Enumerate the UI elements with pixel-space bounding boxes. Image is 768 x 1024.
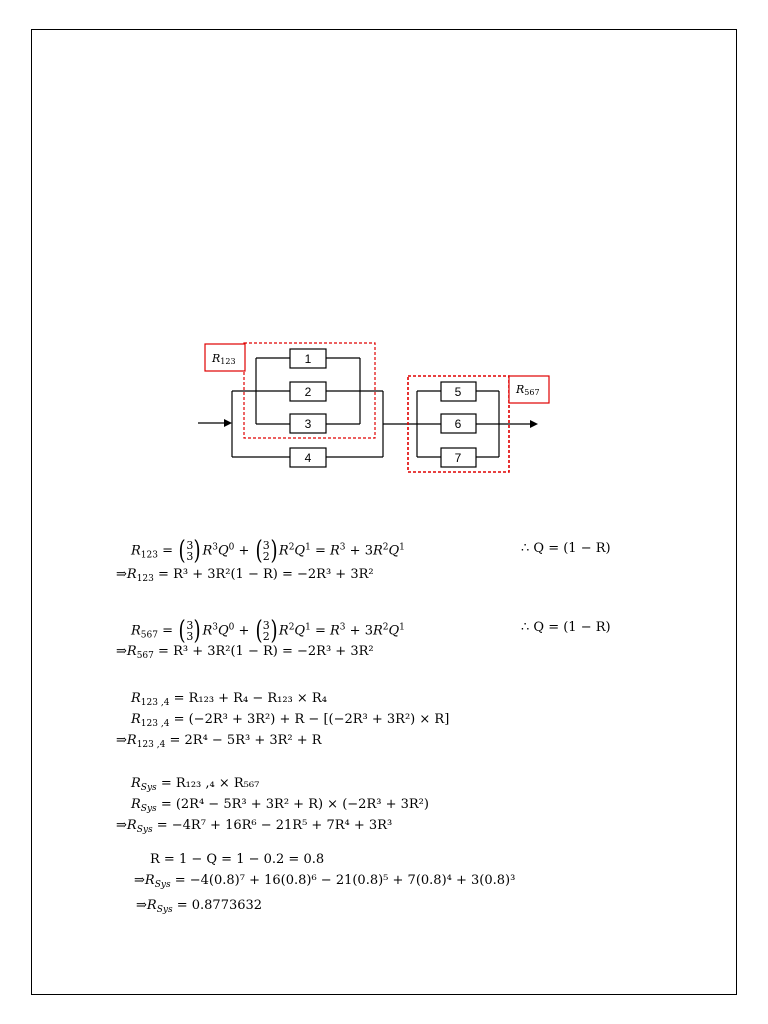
block-5-label: 5: [454, 385, 462, 399]
eq-r567-result: $\Rightarrow R_{567} = R^3 + 3R^2(1 - R) = -2R^3 + 3R^2$: [116, 644, 374, 661]
binom-3-2-b: ( 3 2 ): [255, 616, 278, 646]
block-3-label: 3: [304, 417, 312, 431]
eq-r-value: R = 1 − Q = 1 − 0.2 = 0.8: [150, 852, 325, 867]
eq-rsys-def: $R_{Sys} = R_{123}$ ,₄ × R₅₆₇: [131, 776, 260, 793]
eq-r1234-result: $\Rightarrow R_{123 ,4} = 2R^4 - 5R^3 + 3R^2 + R$: [116, 733, 322, 750]
binom-3-3-b: ( 3 3 ): [178, 616, 201, 646]
eq-r123-binomial: $R_{123}$ = ( 3 3 ) $R^3Q^0$ + ( 3 2 ) $R^2Q^1 = R^3 + 3R^2Q^1$: [131, 536, 405, 566]
eq-rsys-polynomial: $\Rightarrow R_{Sys} = -4R^7 + 16R^6 - 21R^5 + 7R^4 + 3R^3$: [116, 818, 393, 835]
block-1-label: 1: [304, 352, 312, 366]
eq-q-definition-1: ∴ Q = (1 − R): [521, 541, 611, 556]
block-7-label: 7: [454, 451, 462, 465]
tag-r567: R567: [516, 383, 540, 397]
block-2-label: 2: [304, 385, 312, 399]
binom-3-3: ( 3 3 ): [178, 536, 201, 566]
tag-r123: R123: [212, 352, 236, 366]
eq-rsys-final: $\Rightarrow R_{Sys} = 0.8773632$: [136, 898, 263, 915]
eq-r1234-def: $R_{123 ,4} = R_{123} + R_4 - R_{123} \times R_4$: [131, 691, 327, 708]
eq-rsys-expand: $R_{Sys} = (2R^4 - 5R^3 + 3R^2 + R) \times (-2R^3 + 3R^2)$: [131, 797, 429, 814]
block-6-label: 6: [454, 417, 462, 431]
eq-r1234-expand: $R_{123 ,4} = (-2R^3 + 3R^2) + R - [(-2R^3 + 3R^2) \times R]$: [131, 712, 450, 729]
binom-3-2: ( 3 2 ): [255, 536, 278, 566]
eq-q-definition-2: ∴ Q = (1 − R): [521, 620, 611, 635]
eq-rsys-substitution: $\Rightarrow R_{Sys} = -4(0.8)^7 + 16(0.8)^6 - 21(0.8)^5 + 7(0.8)^4 + 3(0.8)^3$: [134, 873, 516, 890]
diagram-wires: [198, 358, 530, 457]
input-arrowhead: [224, 419, 232, 427]
block-4-label: 4: [304, 451, 312, 465]
eq-r123-result: $\Rightarrow R_{123} = R^3 + 3R^2(1 - R) = -2R^3 + 3R^2$: [116, 567, 374, 584]
output-arrowhead: [530, 420, 538, 428]
eq-r567-binomial: $R_{567}$ = ( 3 3 ) $R^3Q^0$ + ( 3 2 ) $R^2Q^1 = R^3 + 3R^2Q^1$: [131, 616, 405, 646]
